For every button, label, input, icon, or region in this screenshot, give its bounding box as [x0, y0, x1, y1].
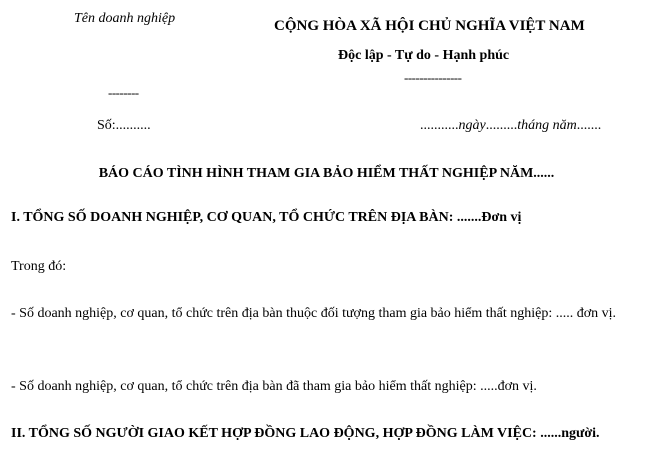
section-1-item-2: - Số doanh nghiệp, cơ quan, tổ chức trên địa bàn đã tham gia bảo hiểm thất nghiệp: .....đơn vị.	[11, 379, 537, 394]
section-1-intro: Trong đó:	[11, 259, 67, 274]
date-month-year-label: tháng năm	[517, 118, 577, 133]
company-name: Tên doanh nghiệp	[74, 11, 176, 26]
section-2-heading: II. TỔNG SỐ NGƯỜI GIAO KẾT HỢP ĐỒNG LAO ĐỘNG, HỢP ĐỒNG LÀM VIỆC: ......người.	[11, 426, 600, 441]
report-title: BÁO CÁO TÌNH HÌNH THAM GIA BẢO HIỂM THẤT NGHIỆP NĂM......	[98, 166, 555, 181]
nation-heading: CỘNG HÒA XÃ HỘI CHỦ NGHĨA VIỆT NAM	[274, 18, 585, 34]
date-dots-2: .........	[485, 118, 518, 133]
section-1-heading: I. TỔNG SỐ DOANH NGHIỆP, CƠ QUAN, TỔ CHỨC TRÊN ĐỊA BÀN: .......Đơn vị	[11, 210, 522, 225]
company-divider: --------	[108, 85, 139, 100]
date-dots: ...........	[420, 118, 459, 133]
document-number: Số:..........	[97, 118, 151, 133]
date-line	[420, 118, 601, 134]
date-dots-3: .......	[576, 118, 602, 133]
section-1-item-1: - Số doanh nghiệp, cơ quan, tổ chức trên địa bàn thuộc đối tượng tham gia bảo hiểm thất nghiệp: ..... đơn vị.	[11, 306, 617, 321]
motto-divider: ---------------	[404, 70, 462, 85]
motto: Độc lập - Tự do - Hạnh phúc	[338, 48, 510, 63]
date-day-label: ngày	[458, 118, 486, 133]
